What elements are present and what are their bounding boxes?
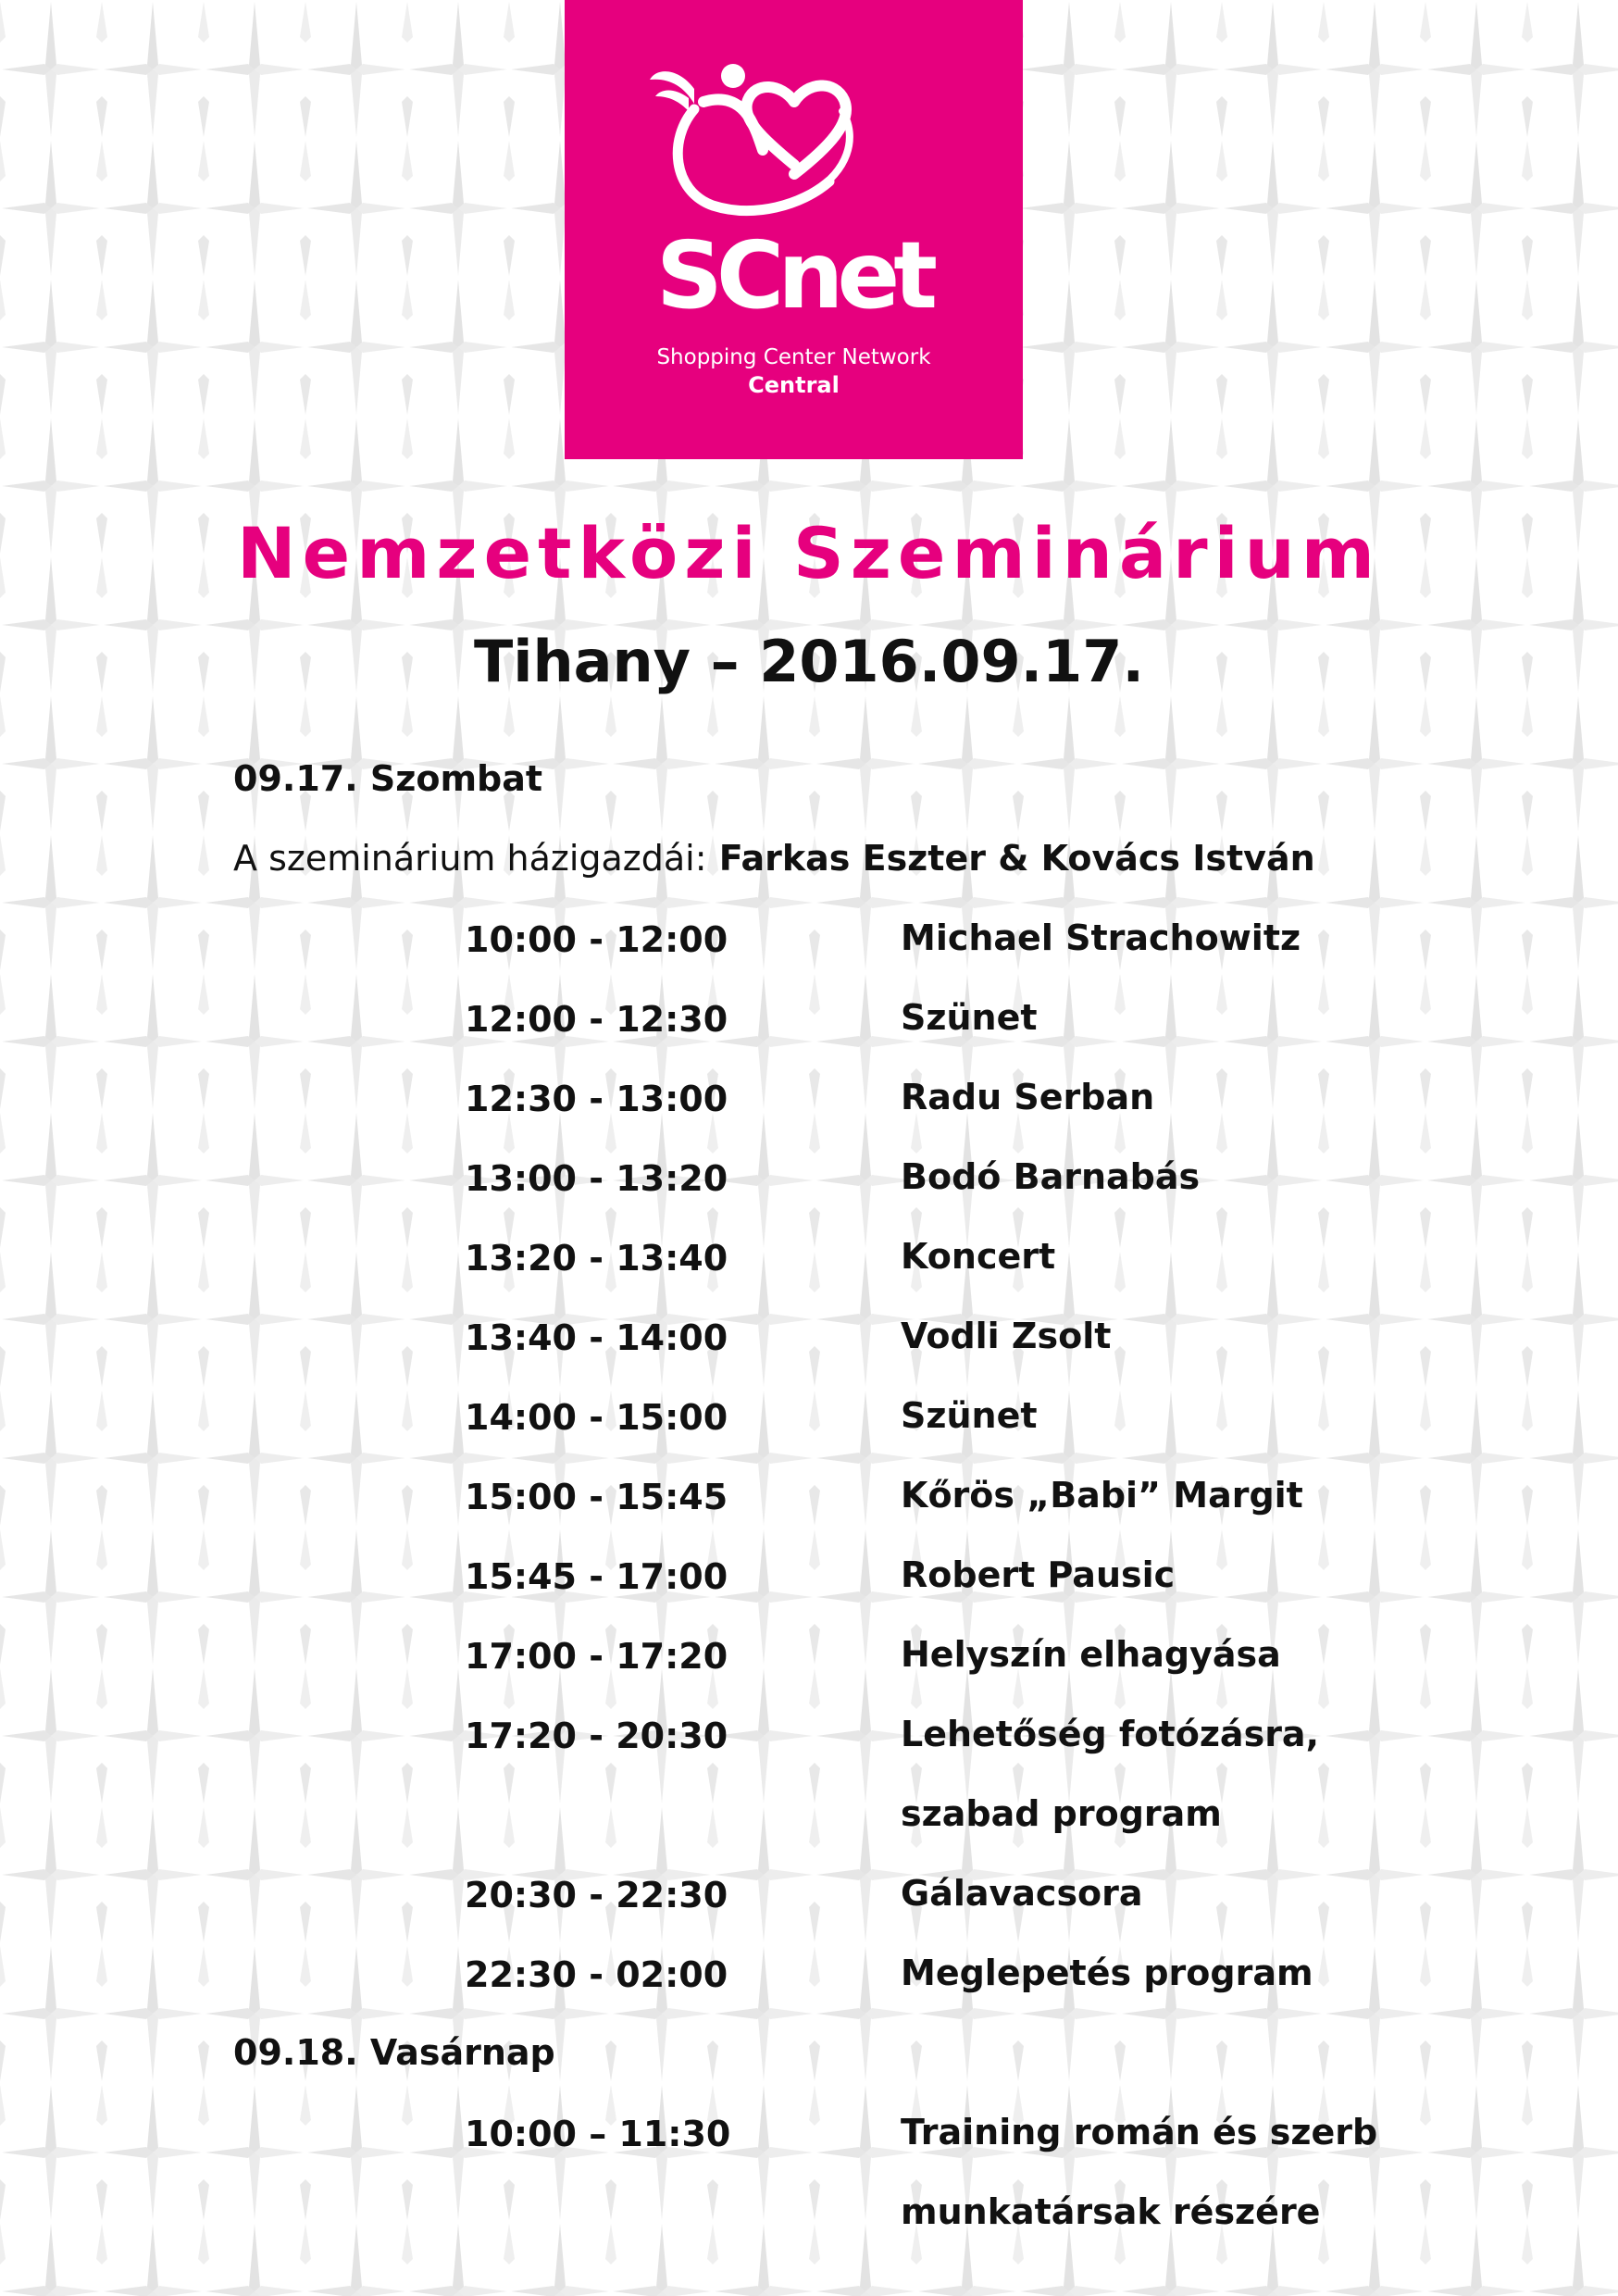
schedule-activity: Helyszín elhagyása — [901, 1634, 1281, 1675]
schedule-time: 12:00 - 12:30 — [465, 999, 728, 1040]
schedule-activity: Robert Pausic — [901, 1554, 1176, 1595]
logo-tagline: Shopping Center Network — [656, 345, 931, 369]
schedule-time: 13:40 - 14:00 — [465, 1317, 728, 1358]
page-title: Nemzetközi Szeminárium — [237, 512, 1381, 594]
schedule-time: 14:00 - 15:00 — [465, 1397, 728, 1438]
schedule-time: 10:00 – 11:30 — [465, 2114, 731, 2154]
schedule-time: 17:00 - 17:20 — [465, 1636, 728, 1677]
hosts-names: Farkas Eszter & Kovács István — [718, 838, 1315, 879]
schedule-activity: Bodó Barnabás — [901, 1156, 1201, 1197]
schedule-time: 12:30 - 13:00 — [465, 1079, 728, 1119]
schedule-activity: Koncert — [901, 1236, 1056, 1277]
schedule-activity: Szünet — [901, 1395, 1038, 1436]
schedule-activity-continued: szabad program — [901, 1793, 1222, 1834]
schedule-time: 22:30 - 02:00 — [465, 1954, 728, 1995]
schedule-time: 15:00 - 15:45 — [465, 1477, 728, 1517]
hosts-label: A szeminárium házigazdái: — [233, 838, 707, 879]
schedule-activity: Meglepetés program — [901, 1953, 1313, 1993]
schedule-activity: Training román és szerb — [901, 2112, 1378, 2152]
schedule-time: 20:30 - 22:30 — [465, 1875, 728, 1915]
schedule-activity: Vodli Zsolt — [901, 1316, 1112, 1356]
schedule-activity: Gálavacsora — [901, 1873, 1143, 1914]
brand-logo — [565, 0, 1023, 459]
schedule-time: 13:00 - 13:20 — [465, 1158, 728, 1199]
schedule-time: 17:20 - 20:30 — [465, 1716, 728, 1756]
schedule-activity-continued: munkatársak részére — [901, 2191, 1321, 2232]
schedule-activity: Radu Serban — [901, 1077, 1155, 1117]
logo-wordmark: SCnet — [655, 221, 932, 330]
schedule-activity: Kőrös „Babi” Margit — [901, 1475, 1303, 1516]
schedule-activity: Michael Strachowitz — [901, 917, 1301, 958]
day2-heading: 09.18. Vasárnap — [233, 2032, 555, 2073]
day1-heading: 09.17. Szombat — [233, 758, 543, 799]
schedule-time: 10:00 - 12:00 — [465, 919, 728, 960]
hosts-line — [233, 832, 1315, 884]
schedule-time: 15:45 - 17:00 — [465, 1556, 728, 1597]
page-subtitle: Tihany – 2016.09.17. — [473, 628, 1145, 695]
logo-subline: Central — [748, 372, 840, 398]
schedule-activity: Szünet — [901, 997, 1038, 1038]
schedule-time: 13:20 - 13:40 — [465, 1238, 728, 1279]
schedule-activity: Lehetőség fotózásra, — [901, 1714, 1320, 1754]
